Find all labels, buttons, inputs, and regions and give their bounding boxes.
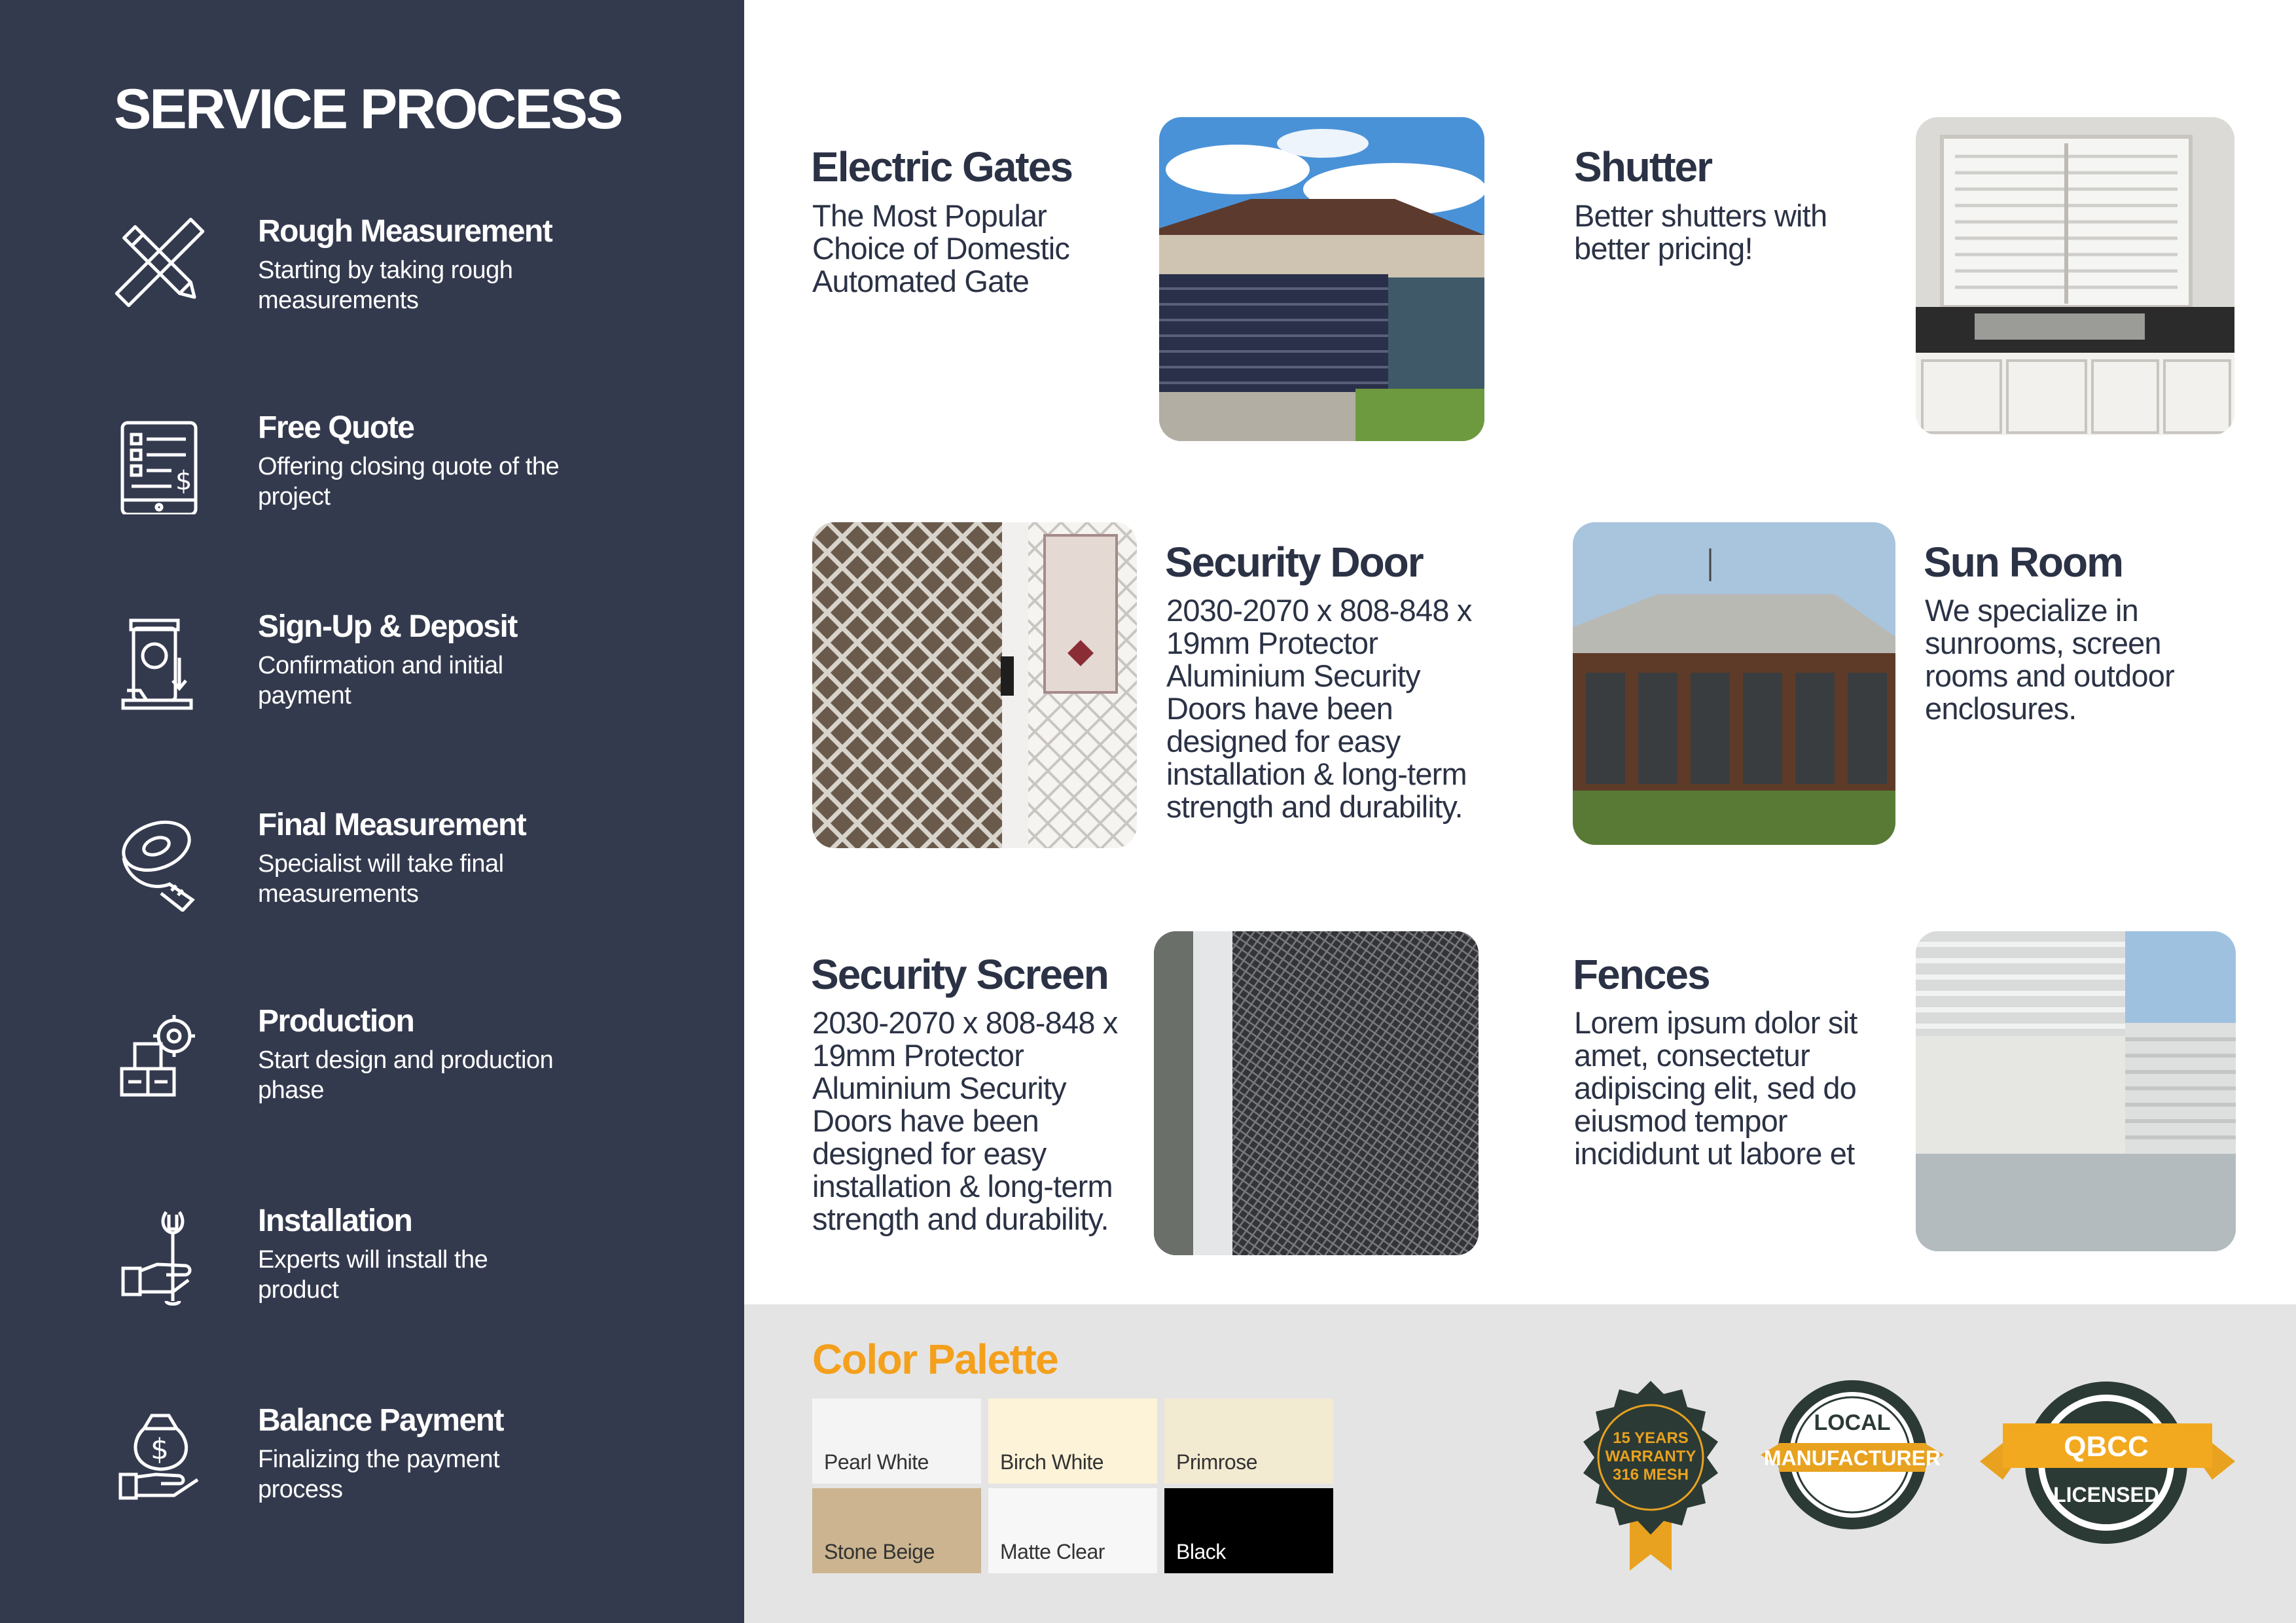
product-desc-fences: Lorem ipsum dolor sit amet, consectetur adipiscing elit, sed do eiusmod tempor incididunt ut labore et [1574, 1005, 1857, 1171]
product-title-shutter: Shutter [1574, 143, 1712, 190]
swatch-label: Stone Beige [824, 1540, 935, 1563]
swatch-black [1164, 1488, 1333, 1573]
step-description: Confirmation and initial payment [258, 652, 503, 709]
step-description: Offering closing quote of the project [258, 453, 560, 510]
svg-text:$: $ [175, 466, 192, 496]
local-text: LOCAL [1814, 1410, 1891, 1435]
swatch-label: Pearl White [824, 1450, 929, 1474]
sun-room-photo [1573, 522, 1895, 845]
service-process-title: SERVICE PROCESS [114, 78, 622, 141]
security-screen-photo [1154, 931, 1479, 1255]
product-desc-electric-gates: The Most Popular Choice of Domestic Automated Gate [812, 198, 1070, 298]
step-title: Installation [258, 1204, 412, 1238]
product-desc-shutter: Better shutters with better pricing! [1574, 198, 1827, 266]
step-title: Final Measurement [258, 808, 526, 842]
step-title: Free Quote [258, 410, 414, 445]
fences-photo [1916, 931, 2236, 1251]
deposit-jar-icon [114, 609, 206, 713]
wrench-hand-icon [114, 1203, 206, 1308]
ruler-pencil-icon [114, 213, 206, 318]
swatch-birch-white [988, 1399, 1157, 1484]
step-title: Production [258, 1004, 414, 1039]
manufacturer-text: MANUFACTURER [1763, 1446, 1941, 1470]
warranty-badge [1571, 1378, 1731, 1574]
step-title: Balance Payment [258, 1403, 504, 1438]
swatch-label: Matte Clear [1000, 1540, 1105, 1563]
product-title-sun-room: Sun Room [1924, 539, 2123, 586]
swatch-matte-clear [988, 1488, 1157, 1573]
warranty-line3: 316 MESH [1612, 1466, 1689, 1484]
product-title-electric-gates: Electric Gates [811, 143, 1072, 190]
product-desc-sun-room: We specialize in sunrooms, screen rooms and outdoor enclosures. [1925, 593, 2174, 726]
step-balance-payment [114, 1402, 703, 1533]
step-installation [114, 1203, 703, 1334]
product-title-fences: Fences [1573, 951, 1710, 998]
step-final-measurement [114, 807, 703, 938]
warranty-line1: 15 YEARS [1613, 1429, 1689, 1447]
product-desc-security-door: 2030-2070 x 808-848 x 19mm Protector Aluminium Security Doors have been designed for easy installation & long-term strength and durability. [1166, 593, 1472, 824]
step-description: Finalizing the payment process [258, 1446, 500, 1503]
electric-gate-photo [1159, 117, 1484, 441]
swatch-label: Birch White [1000, 1450, 1104, 1474]
step-description: Starting by taking rough measurements [258, 257, 513, 314]
product-title-security-door: Security Door [1165, 539, 1423, 586]
color-palette-title: Color Palette [812, 1336, 1058, 1383]
svg-text:$: $ [151, 1433, 169, 1466]
step-description: Experts will install the product [258, 1246, 488, 1304]
quote-tablet-icon [114, 410, 206, 514]
shutter-photo [1916, 117, 2234, 435]
local-manufacturer-badge [1761, 1378, 1944, 1535]
qbcc-text: QBCC [2064, 1431, 2149, 1463]
product-desc-security-screen: 2030-2070 x 808-848 x 19mm Protector Aluminium Security Doors have been designed for easy installation & long-term strength and durability. [812, 1005, 1118, 1236]
swatch-primrose [1164, 1399, 1333, 1484]
step-production [114, 1003, 703, 1134]
licensed-text: LICENSED [2053, 1483, 2159, 1507]
swatch-pearl-white [812, 1399, 981, 1484]
step-free-quote [114, 410, 703, 541]
service-process-panel [0, 0, 744, 1623]
step-rough-measurement [114, 213, 703, 344]
step-description: Specialist will take final measurements [258, 850, 504, 908]
warranty-line2: WARRANTY [1605, 1448, 1696, 1465]
qbcc-licensed-badge [1977, 1378, 2238, 1548]
measuring-tape-icon [114, 807, 206, 912]
swatch-label: Black [1176, 1540, 1226, 1563]
step-description: Start design and production phase [258, 1046, 554, 1104]
product-title-security-screen: Security Screen [811, 951, 1108, 998]
step-sign-up-deposit [114, 609, 703, 740]
swatch-label: Primrose [1176, 1450, 1258, 1474]
step-title: Rough Measurement [258, 214, 552, 249]
step-title: Sign-Up & Deposit [258, 609, 517, 644]
payment-hand-icon [114, 1402, 206, 1507]
swatch-stone-beige [812, 1488, 981, 1573]
production-boxes-icon [114, 1003, 206, 1108]
security-door-photo [812, 522, 1137, 848]
